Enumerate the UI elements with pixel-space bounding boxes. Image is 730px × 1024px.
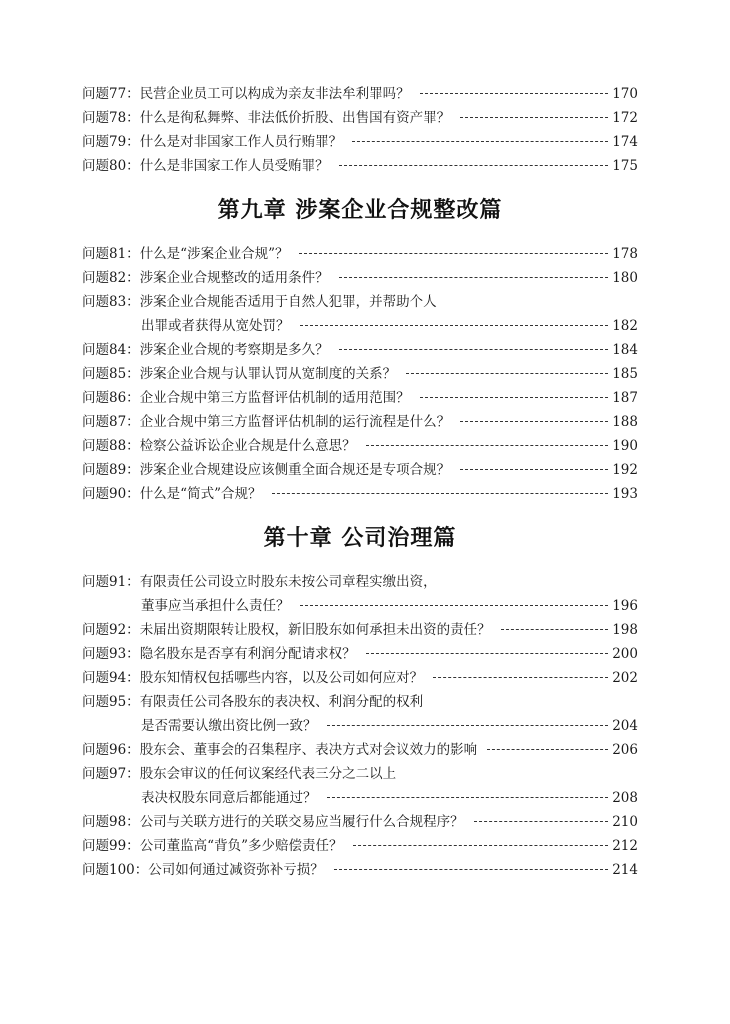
dot-leader: [339, 277, 609, 278]
toc-line: [82, 834, 638, 858]
dot-leader: [272, 493, 609, 494]
page-number: 208: [612, 790, 638, 806]
question-title: 隐名股东是否享有利润分配请求权？: [139, 646, 356, 662]
toc-entry[interactable]: [82, 690, 638, 738]
toc-line: [82, 242, 638, 266]
question-number: 问题93：: [82, 646, 140, 662]
question-title: 股东会、董事会的召集程序、表决方式对会议效力的影响: [139, 742, 478, 758]
toc-line: [82, 714, 638, 738]
toc-entry[interactable]: [82, 82, 638, 106]
page-number: 185: [612, 366, 638, 382]
dot-leader: [366, 653, 609, 654]
toc-line: [82, 786, 638, 810]
dot-leader: [420, 397, 609, 398]
toc-line: [82, 106, 638, 130]
toc-line: [82, 482, 638, 506]
toc-line: [82, 266, 638, 290]
page-number: 212: [612, 838, 638, 854]
question-title: 股东知情权包括哪些内容，以及公司如何应对？: [139, 670, 424, 686]
toc-page: [82, 82, 638, 882]
toc-entry[interactable]: [82, 434, 638, 458]
toc-entry[interactable]: [82, 810, 638, 834]
dot-leader: [460, 469, 608, 470]
question-title: 涉案企业合规的考察期是多久？: [139, 342, 329, 358]
page-number: 196: [612, 598, 638, 614]
toc-line: [82, 762, 638, 786]
dot-leader: [474, 821, 609, 822]
page-number: 204: [612, 718, 638, 734]
question-title: 涉案企业合规能否适用于自然人犯罪，并帮助个人: [139, 294, 437, 310]
toc-line: [82, 810, 638, 834]
question-number: 问题84：: [82, 342, 140, 358]
dot-leader: [339, 165, 609, 166]
question-number: 问题77：: [82, 86, 140, 102]
question-title: 企业合规中第三方监督评估机制的适用范围？: [139, 390, 410, 406]
question-title: 董事应当承担什么责任？: [141, 598, 290, 614]
question-title: 涉案企业合规整改的适用条件？: [139, 270, 329, 286]
toc-entry[interactable]: [82, 154, 638, 178]
toc-line: [82, 458, 638, 482]
toc-line: [82, 618, 638, 642]
question-number: 问题79：: [82, 134, 140, 150]
toc-entry[interactable]: [82, 482, 638, 506]
page-number: 182: [612, 318, 638, 334]
question-number: 问题98：: [82, 814, 140, 830]
dot-leader: [353, 845, 609, 846]
dot-leader: [366, 445, 609, 446]
dot-leader: [300, 605, 609, 606]
chapter-heading: 第九章 涉案企业合规整改篇: [217, 197, 503, 223]
toc-entry[interactable]: [82, 410, 638, 434]
toc-line: [82, 858, 638, 882]
toc-entry[interactable]: [82, 762, 638, 810]
page-number: 178: [612, 246, 638, 262]
dot-leader: [327, 725, 609, 726]
toc-line: [82, 410, 638, 434]
question-title: 检察公益诉讼企业合规是什么意思？: [139, 438, 356, 454]
toc-entry[interactable]: [82, 290, 638, 338]
question-title: 公司董监高“背负”多少赔偿责任？: [139, 838, 343, 854]
toc-line: [82, 434, 638, 458]
page-number: 193: [612, 486, 638, 502]
page-number: 172: [612, 110, 638, 126]
dot-leader: [334, 869, 608, 870]
toc-line: [82, 362, 638, 386]
question-number: 问题96：: [82, 742, 140, 758]
question-number: 问题89：: [82, 462, 140, 478]
page-number: 184: [612, 342, 638, 358]
page-number: 206: [612, 742, 638, 758]
page-number: 198: [612, 622, 638, 638]
toc-line: [82, 290, 638, 314]
page-number: 190: [612, 438, 638, 454]
toc-line: [82, 690, 638, 714]
toc-line: [82, 154, 638, 178]
question-title: 涉案企业合规与认罪认罚从宽制度的关系？: [139, 366, 397, 382]
toc-entry[interactable]: [82, 666, 638, 690]
toc-entry[interactable]: [82, 386, 638, 410]
toc-line: [82, 314, 638, 338]
dot-leader: [299, 253, 609, 254]
question-number: 问题83：: [82, 294, 140, 310]
question-title: 什么是“涉案企业合规”？: [139, 246, 289, 262]
question-title: 企业合规中第三方监督评估机制的运行流程是什么？: [139, 414, 451, 430]
toc-line: [82, 338, 638, 362]
question-number: 问题86：: [82, 390, 140, 406]
question-number: 问题78：: [82, 110, 140, 126]
question-title: 有限责任公司设立时股东未按公司章程实缴出资，: [139, 574, 437, 590]
dot-leader: [501, 629, 609, 630]
question-title: 什么是“简式”合规？: [139, 486, 262, 502]
toc-entry[interactable]: [82, 362, 638, 386]
question-number: 问题99：: [82, 838, 140, 854]
page-number: 188: [612, 414, 638, 430]
dot-leader: [339, 349, 609, 350]
page-number: 187: [612, 390, 638, 406]
question-number: 问题82：: [82, 270, 140, 286]
page-number: 214: [612, 862, 638, 878]
question-title: 民营企业员工可以构成为亲友非法牟利罪吗？: [139, 86, 410, 102]
question-title: 公司与关联方进行的关联交易应当履行什么合规程序？: [139, 814, 464, 830]
question-number: 问题94：: [82, 670, 140, 686]
toc-line: [82, 386, 638, 410]
toc-entry[interactable]: [82, 106, 638, 130]
question-title: 什么是非国家工作人员受贿罪？: [139, 158, 329, 174]
question-number: 问题91：: [82, 574, 140, 590]
dot-leader: [300, 325, 609, 326]
dot-leader: [460, 117, 608, 118]
toc-entry[interactable]: [82, 834, 638, 858]
toc-line: [82, 666, 638, 690]
toc-line: [82, 570, 638, 594]
dot-leader: [327, 797, 609, 798]
toc-entry[interactable]: [82, 458, 638, 482]
toc-line: [82, 738, 638, 762]
toc-entry[interactable]: [82, 642, 638, 666]
toc-entry[interactable]: [82, 858, 638, 882]
toc-line: [82, 594, 638, 618]
question-title: 涉案企业合规建设应该侧重全面合规还是专项合规？: [139, 462, 451, 478]
toc-entry[interactable]: [82, 618, 638, 642]
question-title: 什么是徇私舞弊、非法低价折股、出售国有资产罪？: [139, 110, 451, 126]
page-number: 180: [612, 270, 638, 286]
dot-leader: [433, 677, 608, 678]
page-number: 192: [612, 462, 638, 478]
question-title: 什么是对非国家工作人员行贿罪？: [139, 134, 343, 150]
page-number: 210: [612, 814, 638, 830]
question-number: 问题88：: [82, 438, 140, 454]
dot-leader: [420, 93, 609, 94]
page-number: 202: [612, 670, 638, 686]
toc-line: [82, 82, 638, 106]
toc-entry[interactable]: [82, 266, 638, 290]
toc-entry[interactable]: [82, 130, 638, 154]
question-title: 公司如何通过减资弥补亏损？: [148, 862, 324, 878]
page-number: 200: [612, 646, 638, 662]
question-title: 有限责任公司各股东的表决权、利润分配的权利: [139, 694, 424, 710]
question-number: 问题90：: [82, 486, 140, 502]
question-number: 问题87：: [82, 414, 140, 430]
dot-leader: [487, 749, 608, 750]
toc-entry[interactable]: [82, 738, 638, 762]
question-number: 问题80：: [82, 158, 140, 174]
question-number: 问题92：: [82, 622, 140, 638]
dot-leader: [460, 421, 608, 422]
question-title: 未届出资期限转让股权，新旧股东如何承担未出资的责任？: [139, 622, 491, 638]
dot-leader: [406, 373, 608, 374]
toc-line: [82, 642, 638, 666]
toc-entry[interactable]: [82, 338, 638, 362]
toc-line: [82, 130, 638, 154]
page-number: 170: [612, 86, 638, 102]
dot-leader: [352, 141, 608, 142]
question-number: 问题85：: [82, 366, 140, 382]
question-number: 问题95：: [82, 694, 140, 710]
question-number: 问题97：: [82, 766, 140, 782]
chapter-heading: 第十章 公司治理篇: [263, 525, 457, 551]
page-number: 174: [612, 134, 638, 150]
page-number: 175: [612, 158, 638, 174]
toc-entry[interactable]: [82, 242, 638, 266]
question-number: 问题100：: [82, 862, 149, 878]
question-title: 是否需要认缴出资比例一致？: [141, 718, 317, 734]
question-number: 问题81：: [82, 246, 140, 262]
question-title: 出罪或者获得从宽处罚？: [141, 318, 290, 334]
question-title: 表决权股东同意后都能通过？: [141, 790, 317, 806]
question-title: 股东会审议的任何议案经代表三分之二以上: [139, 766, 397, 782]
toc-entry[interactable]: [82, 570, 638, 618]
